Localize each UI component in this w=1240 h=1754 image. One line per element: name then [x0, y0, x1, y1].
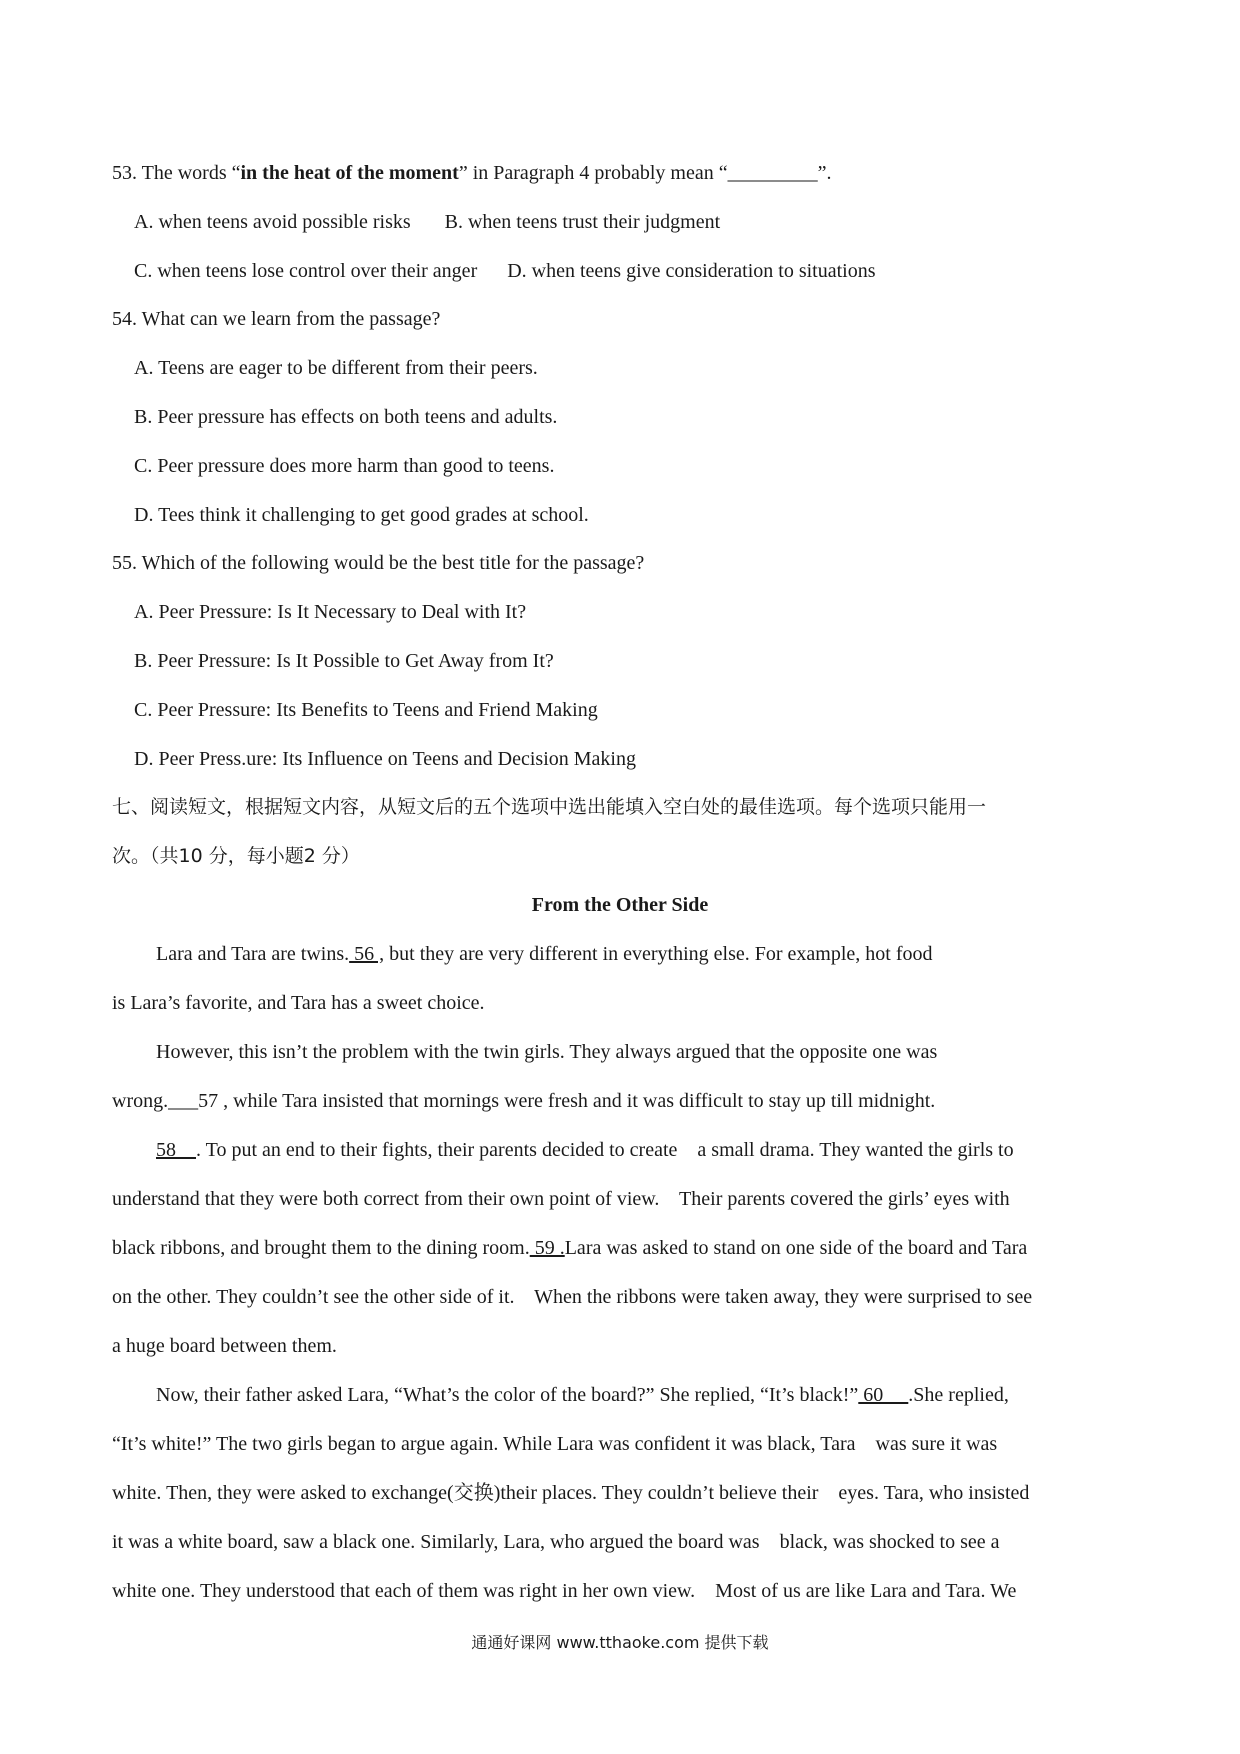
p1-text-b: but they are very different in everything else. For example, hot food	[384, 943, 933, 965]
passage-p2-line2	[112, 1088, 935, 1114]
passage-p3-line3	[112, 1235, 1027, 1261]
passage-p4-line3: white. Then, they were asked to exchange(交换)their places. They couldn’t believe their eyes. Tara, who insisted	[112, 1482, 1030, 1504]
p4-text-a: Now, their father asked Lara, “What’s the color of the board?” She replied, “It’s black!”	[156, 1384, 859, 1406]
question-53-stem	[112, 160, 832, 186]
question-55-stem: 55. Which of the following would be the best title for the passage?	[112, 552, 645, 574]
passage-p4-line1	[156, 1382, 1009, 1408]
q54-option-b: B. Peer pressure has effects on both teens and adults.	[134, 406, 558, 428]
passage-title: From the Other Side	[531, 894, 709, 916]
p2-text-b: , while Tara insisted that mornings were fresh and it was difficult to stay up till midnight.	[218, 1090, 936, 1112]
q55-option-b: B. Peer Pressure: Is It Possible to Get Away from It?	[134, 650, 554, 672]
q53-bold-phrase: in the heat of the moment	[240, 162, 459, 184]
blank-58: 58	[156, 1139, 196, 1161]
q53-pre: 53. The words “	[112, 162, 241, 184]
q55-option-a: A. Peer Pressure: Is It Necessary to Deal with It?	[134, 601, 527, 623]
p4-text-b: .She replied,	[908, 1384, 1009, 1406]
passage-p1-line1	[156, 941, 933, 967]
q53-options-cd	[134, 258, 876, 284]
q54-option-d: D. Tees think it challenging to get good grades at school.	[134, 504, 589, 526]
q54-option-c: C. Peer pressure does more harm than good to teens.	[134, 455, 555, 477]
p3-text-c: Lara was asked to stand on one side of the board and Tara	[564, 1237, 1028, 1259]
q53-option-c: C. when teens lose control over their anger	[134, 260, 478, 282]
blank-59: 59 .	[529, 1237, 565, 1259]
page-footer: 通通好课网 www.tthaoke.com 提供下载	[471, 1633, 769, 1652]
q53-options-ab	[134, 209, 720, 235]
passage-p3-line5: a huge board between them.	[112, 1335, 337, 1357]
p3-text-a: . To put an end to their fights, their parents decided to create a small drama. They wanted the girls to	[196, 1139, 1014, 1161]
question-54-stem: 54. What can we learn from the passage?	[112, 308, 441, 330]
q55-option-d: D. Peer Press.ure: Its Influence on Teens and Decision Making	[134, 748, 636, 770]
passage-p1-line2: is Lara’s favorite, and Tara has a sweet choice.	[112, 992, 485, 1014]
q53-end: ”.	[817, 162, 832, 184]
passage-p3-line2: understand that they were both correct from their own point of view. Their parents covered the girls’ eyes with	[112, 1188, 1010, 1210]
p3-text-b: black ribbons, and brought them to the dining room.	[112, 1237, 530, 1259]
passage-p4-line4: it was a white board, saw a black one. Similarly, Lara, who argued the board was black, was shocked to see a	[112, 1531, 1000, 1553]
q53-option-a: A. when teens avoid possible risks	[134, 211, 411, 233]
p1-text-a: Lara and Tara are twins.	[156, 943, 350, 965]
section-7-instruction-line2: 次。（共10 分，每小题2 分）	[112, 845, 360, 867]
q53-option-b: B. when teens trust their judgment	[444, 211, 721, 233]
blank-57: ___57	[168, 1090, 219, 1112]
blank-56: 56 ,	[349, 943, 385, 965]
q54-option-a: A. Teens are eager to be different from their peers.	[134, 357, 538, 379]
q53-blank: _________	[727, 162, 818, 184]
q53-option-d: D. when teens give consideration to situations	[507, 260, 876, 282]
section-7-instruction-line1: 七、阅读短文，根据短文内容，从短文后的五个选项中选出能填入空白处的最佳选项。每个选项只能用一	[112, 796, 987, 818]
passage-p3-line4: on the other. They couldn’t see the other side of it. When the ribbons were taken away, they were surprised to see	[112, 1286, 1033, 1308]
passage-p4-line2: “It’s white!” The two girls began to argue again. While Lara was confident it was black, Tara was sure it was	[112, 1433, 998, 1455]
passage-p4-line5: white one. They understood that each of them was right in her own view. Most of us are like Lara and Tara. We	[112, 1580, 1017, 1602]
passage-p3-line1	[156, 1137, 1014, 1163]
passage-p2-line1: However, this isn’t the problem with the twin girls. They always argued that the opposite one was	[156, 1041, 938, 1063]
p2-text-a: wrong.	[112, 1090, 169, 1112]
q55-option-c: C. Peer Pressure: Its Benefits to Teens and Friend Making	[134, 699, 598, 721]
q53-post: ” in Paragraph 4 probably mean “	[458, 162, 728, 184]
blank-60: 60	[858, 1384, 909, 1406]
